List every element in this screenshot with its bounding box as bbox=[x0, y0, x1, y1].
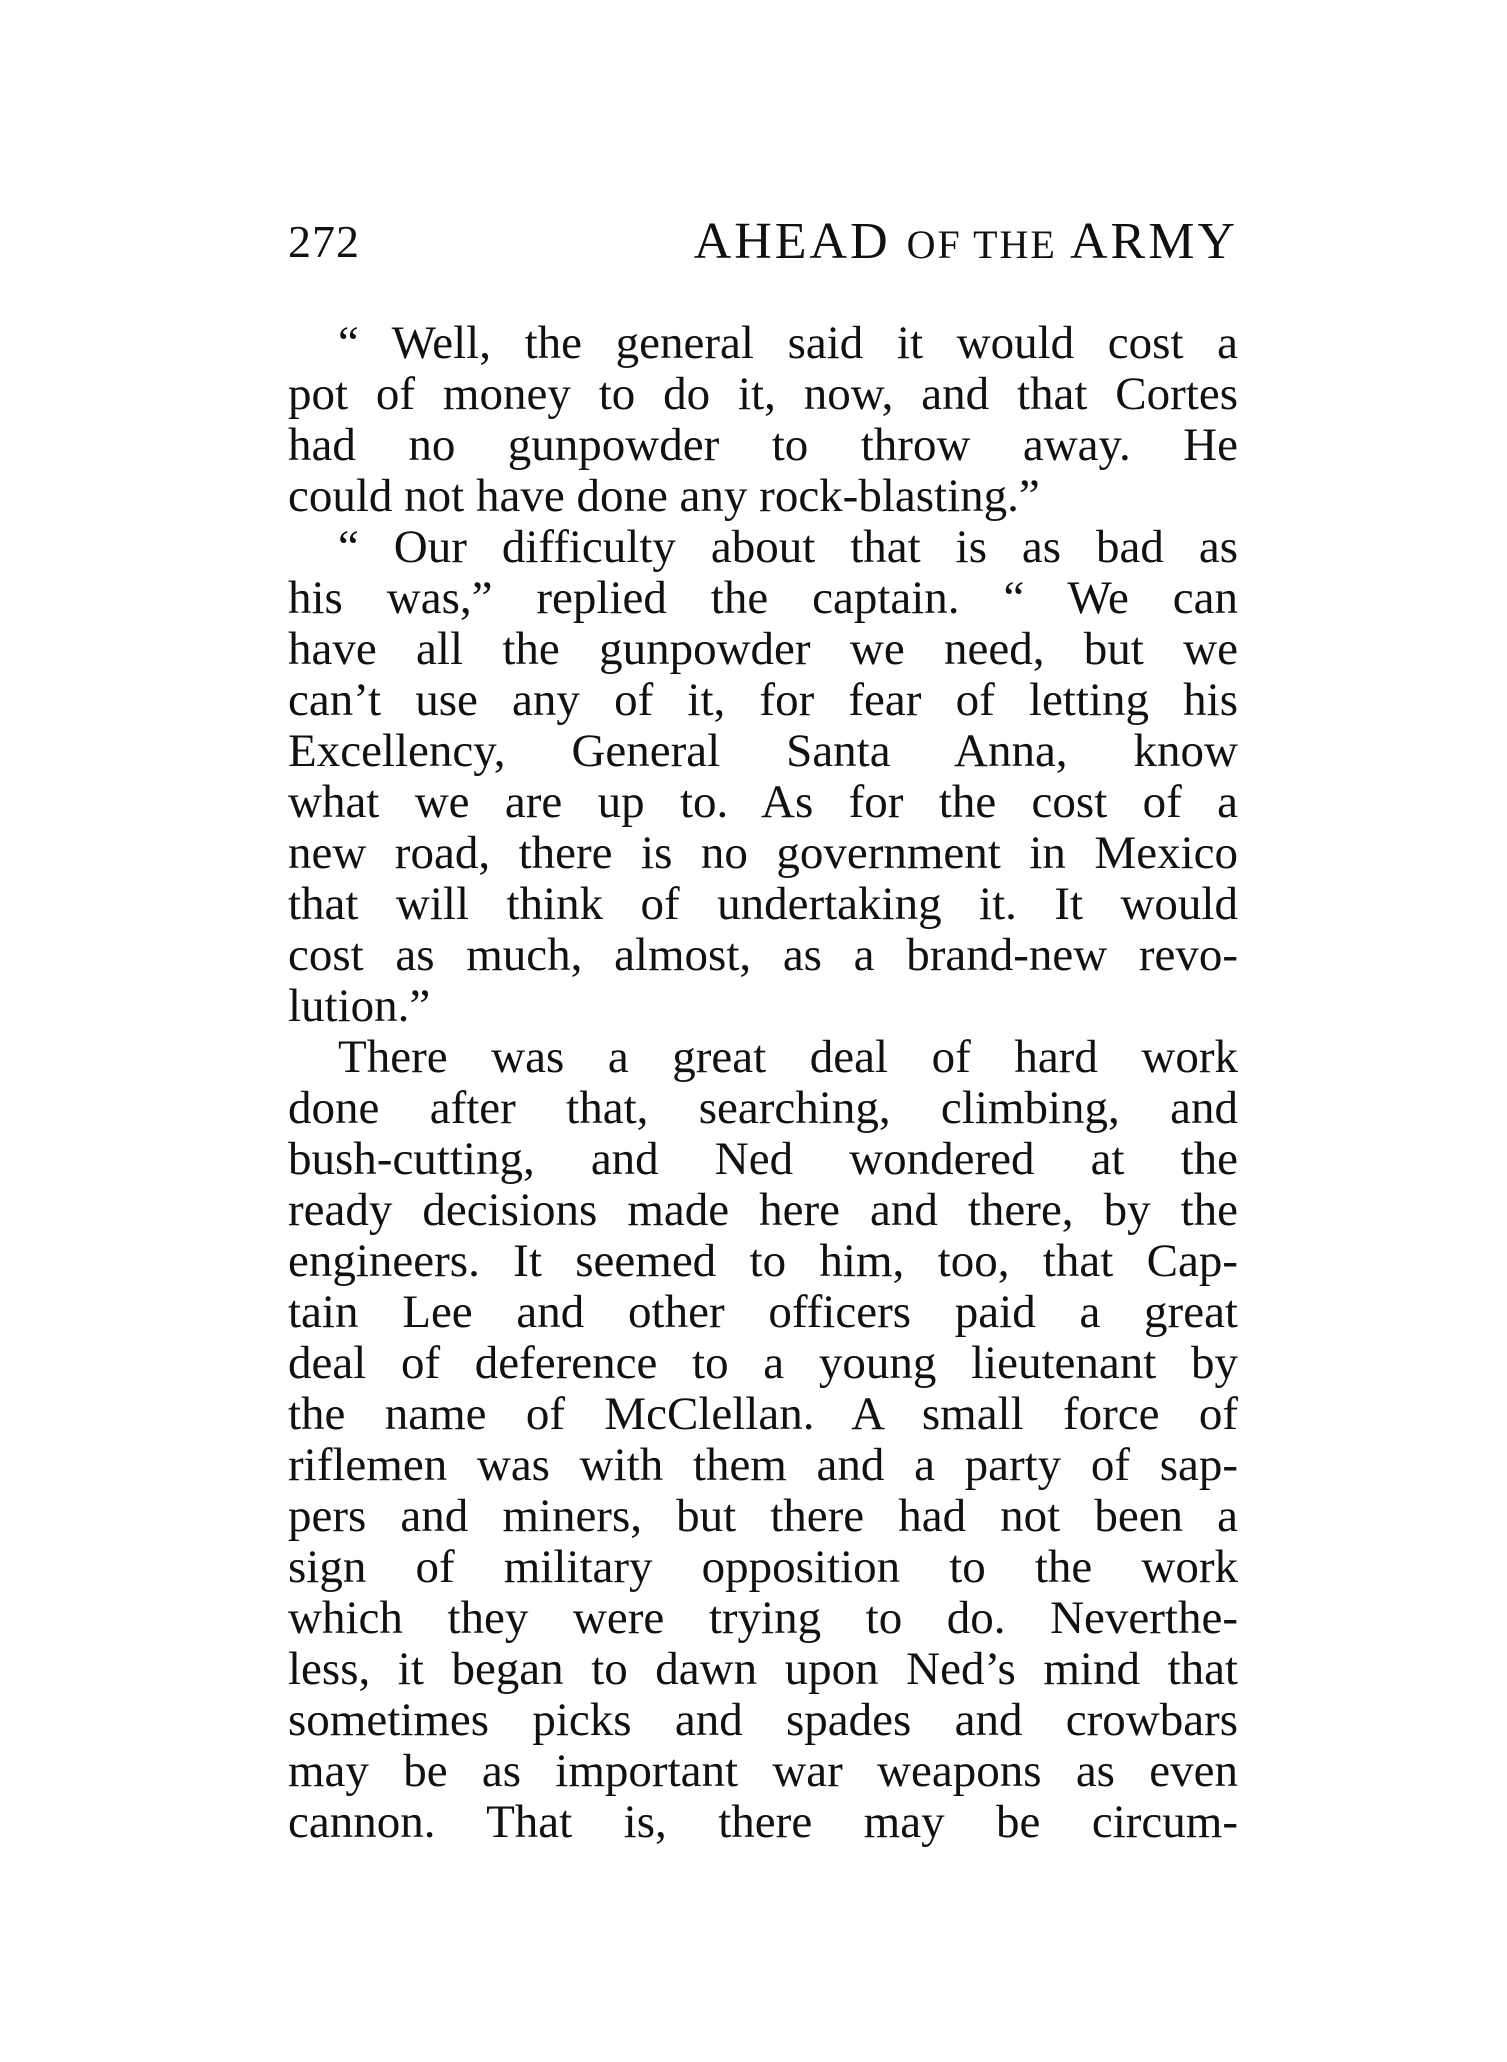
text-line: tain Lee and other officers paid a great bbox=[288, 1287, 1238, 1338]
text-line: Excellency, General Santa Anna, know bbox=[288, 726, 1238, 777]
body-text bbox=[288, 318, 1238, 1848]
page-number: 272 bbox=[288, 216, 360, 267]
text-line: cost as much, almost, as a brand-new revo- bbox=[288, 930, 1238, 981]
running-title-part-1: AHEAD bbox=[693, 213, 907, 270]
text-line: his was,” replied the captain. “ We can bbox=[288, 573, 1238, 624]
text-line: There was a great deal of hard work bbox=[338, 1032, 1238, 1083]
running-title-part-2: OF THE bbox=[906, 222, 1057, 267]
text-line: less, it began to dawn upon Ned’s mind that bbox=[288, 1644, 1238, 1695]
text-line: that will think of undertaking it. It would bbox=[288, 879, 1238, 930]
text-line: could not have done any rock-blasting.” bbox=[288, 471, 1040, 522]
text-line: “ Our difficulty about that is as bad as bbox=[338, 522, 1238, 573]
text-line: may be as important war weapons as even bbox=[288, 1746, 1238, 1797]
text-line: what we are up to. As for the cost of a bbox=[288, 777, 1238, 828]
text-line: bush-cutting, and Ned wondered at the bbox=[288, 1134, 1238, 1185]
running-head bbox=[288, 212, 1238, 272]
running-title-part-3: ARMY bbox=[1056, 213, 1238, 270]
text-line: lution.” bbox=[288, 981, 431, 1032]
text-line: pers and miners, but there had not been a bbox=[288, 1491, 1238, 1542]
text-line: sign of military opposition to the work bbox=[288, 1542, 1238, 1593]
text-line: had no gunpowder to throw away. He bbox=[288, 420, 1238, 471]
text-line: ready decisions made here and there, by the bbox=[288, 1185, 1238, 1236]
text-line: which they were trying to do. Neverthe- bbox=[288, 1593, 1238, 1644]
text-line: “ Well, the general said it would cost a bbox=[338, 318, 1238, 369]
text-line: done after that, searching, climbing, and bbox=[288, 1083, 1238, 1134]
text-line: riflemen was with them and a party of sap- bbox=[288, 1440, 1238, 1491]
text-line: pot of money to do it, now, and that Cortes bbox=[288, 369, 1238, 420]
text-line: can’t use any of it, for fear of letting his bbox=[288, 675, 1238, 726]
text-line: engineers. It seemed to him, too, that Cap- bbox=[288, 1236, 1238, 1287]
text-line: cannon. That is, there may be circum- bbox=[288, 1797, 1238, 1848]
text-line: deal of deference to a young lieutenant by bbox=[288, 1338, 1238, 1389]
text-line: the name of McClellan. A small force of bbox=[288, 1389, 1238, 1440]
text-line: sometimes picks and spades and crowbars bbox=[288, 1695, 1238, 1746]
text-line: have all the gunpowder we need, but we bbox=[288, 624, 1238, 675]
running-title bbox=[694, 212, 1238, 275]
text-line: new road, there is no government in Mexico bbox=[288, 828, 1238, 879]
